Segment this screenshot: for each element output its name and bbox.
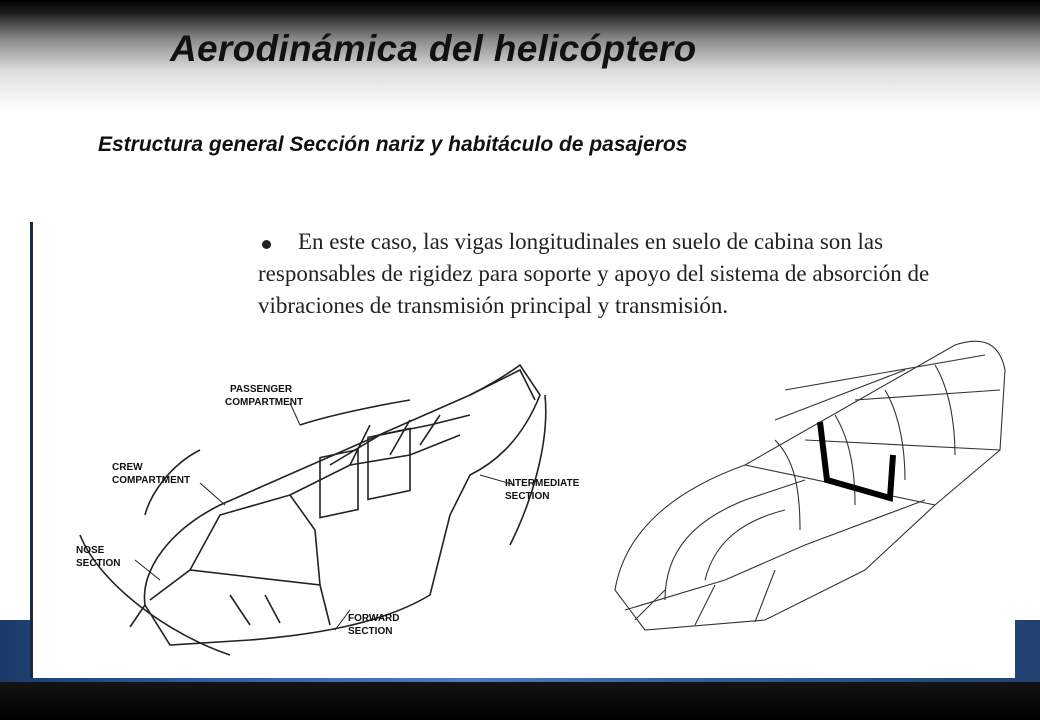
label-nose-2: SECTION bbox=[76, 558, 121, 569]
label-passenger-1: PASSENGER bbox=[230, 384, 293, 395]
slide-subtitle: Estructura general Sección nariz y habitáculo de pasajeros bbox=[98, 133, 688, 156]
label-crew-2: COMPARTMENT bbox=[112, 475, 191, 486]
label-intermediate-1: INTERMEDIATE bbox=[505, 478, 580, 489]
label-forward-2: SECTION bbox=[348, 626, 393, 637]
label-intermediate-2: SECTION bbox=[505, 491, 550, 502]
bullet-text: En este caso, las vigas longitudinales en suelo de cabina son las responsables de rigidez para soporte y apoyo del sistema de absorción de vibraciones de transmisión principal y transmisión. bbox=[258, 229, 930, 318]
slide-title: Aerodinámica del helicóptero bbox=[170, 28, 697, 69]
label-passenger-2: COMPARTMENT bbox=[225, 397, 304, 408]
footer-dark-band bbox=[0, 682, 1040, 720]
label-forward-1: FORWARD bbox=[348, 613, 400, 624]
helicopter-fuselage-sections-icon bbox=[50, 355, 610, 680]
helicopter-frame-skeleton-icon bbox=[605, 330, 1010, 645]
label-crew-1: CREW bbox=[112, 462, 143, 473]
label-nose-1: NOSE bbox=[76, 545, 105, 556]
